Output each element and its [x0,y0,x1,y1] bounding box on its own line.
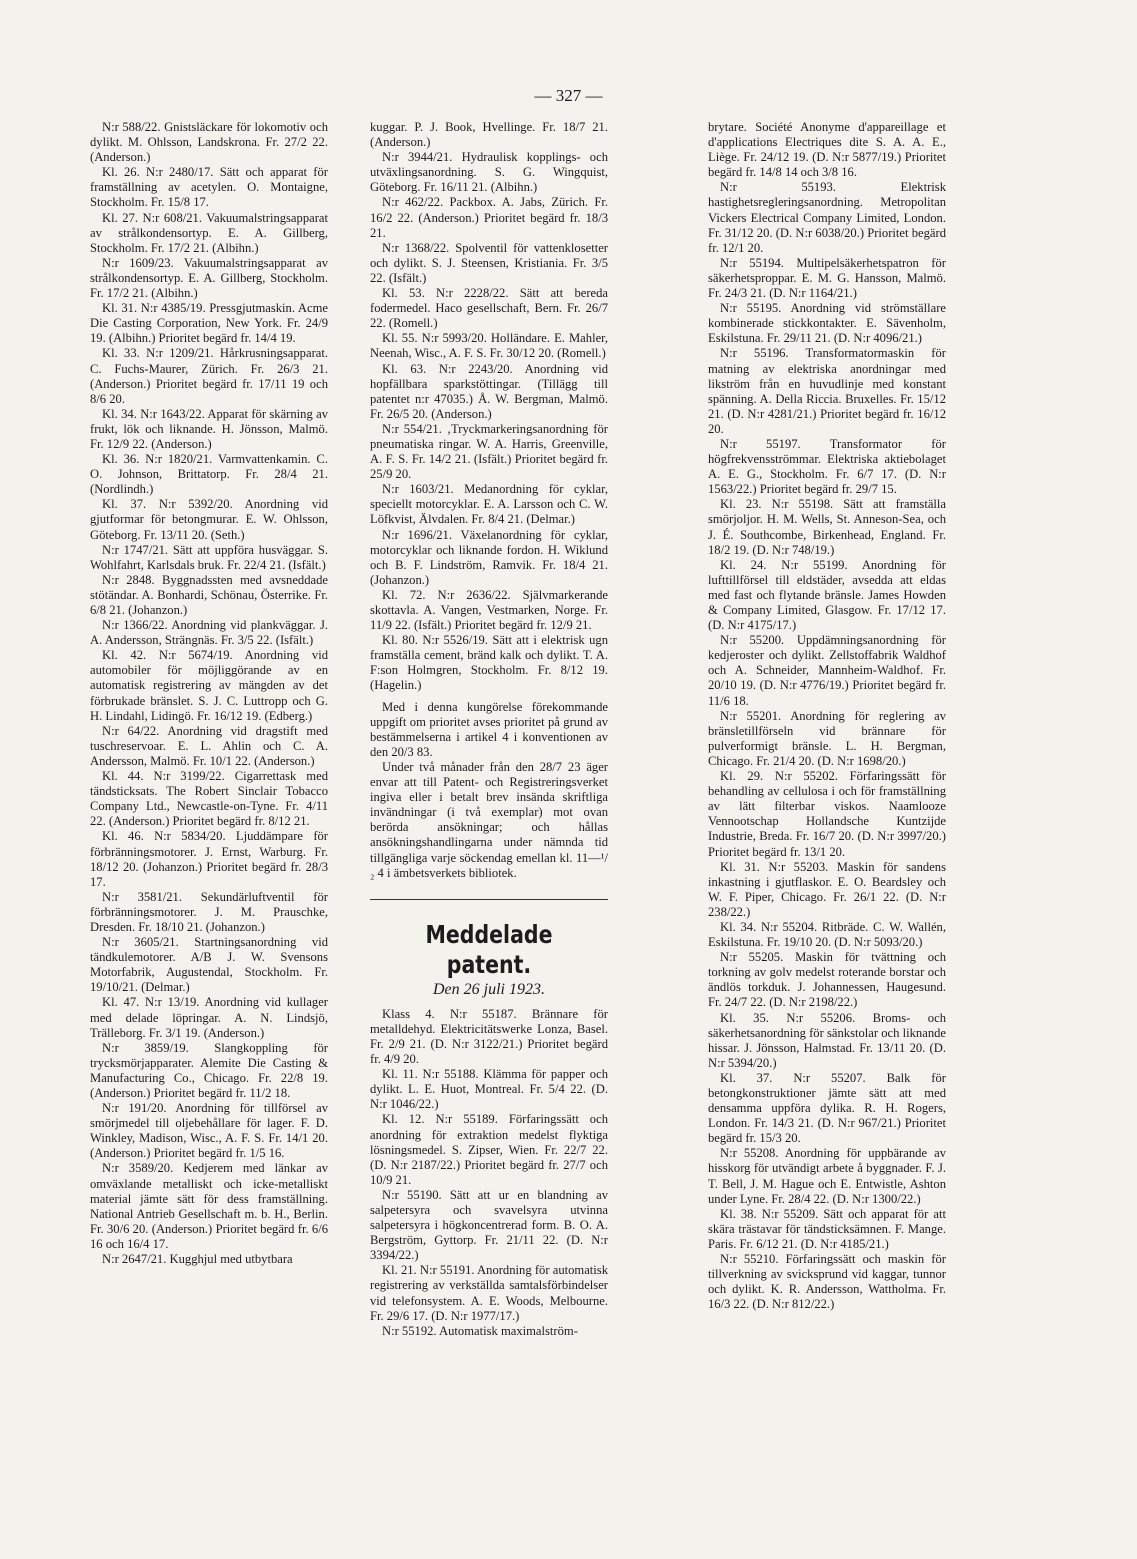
patent-entry: Kl. 55. N:r 5993/20. Holländare. E. Mahler, Neenah, Wisc., A. F. S. Fr. 30/12 20. (Romell.) [370,331,608,361]
page-number: — 327 — [534,86,603,105]
patent-entry: N:r 55210. Förfaringssätt och maskin för tillverkning av svicksprund vid kaggar, tunnor och dylikt. K. R. Andersson, Wattholma. Fr. 16/3 22. (D. N:r 812/22.) [708,1252,946,1312]
patent-entry: Kl. 34. N:r 55204. Ritbräde. C. W. Wallén, Eskilstuna. Fr. 19/10 20. (D. N:r 5093/20.) [708,919,946,950]
patent-entry: Kl. 37. N:r 5392/20. Anordning vid gjutformar för betongmurar. E. W. Ohlsson, Göteborg. Fr. 13/11 20. (Seth.) [90,497,328,542]
patent-entry: N:r 1368/22. Spolventil för vattenklosetter och dylikt. S. J. Steensen, Kristiania. Fr. 3/5 22. (Isfält.) [370,240,608,285]
patent-entry: N:r 2848. Byggnadssten med avsneddade stötändar. A. Bonhardi, Schönau, Österrike. Fr. 6/8 21. (Johanzon.) [90,572,328,617]
patent-entry: N:r 55197. Transformator för högfrekvensströmmar. Elektriska aktiebolaget A. E. G., Stockholm. Fr. 6/7 17. (D. N:r 1563/22.) Prioritet begärd fr. 29/7 15. [708,436,946,497]
patent-entry: Kl. 80. N:r 5526/19. Sätt att i elektrisk ugn framställa cement, bränd kalk och dylikt. T. A. F:son Holmgren, Stockholm. Fr. 8/12 19. (Hagelin.) [370,633,608,693]
patent-entry: N:r 1366/22. Anordning vid plankväggar. J. A. Andersson, Strängnäs. Fr. 3/5 22. (Isfält.) [90,618,328,648]
section-title: Meddelade patent. [425,919,553,979]
patent-entry: Kl. 44. N:r 3199/22. Cigarrettask med tändsticksats. The Robert Sinclair Tobacco Company Ltd., Newcastle-on-Tyne. Fr. 4/11 22. (Anderson.) Prioritet begärd fr. 8/12 21. [90,769,328,829]
patent-entry: Kl. 47. N:r 13/19. Anordning vid kullager med delade löpringar. A. N. Lindsjö, Trälleborg. Fr. 3/1 19. (Anderson.) [90,995,328,1040]
priority-notice: Med i denna kungörelse förekommande uppgift om prioritet avses prioritet på grund av bestämmelserna i artikel 4 i konventionen av den 20/3 83. [370,699,608,759]
patent-entry: Kl. 24. N:r 55199. Anordning för lufttillförsel till eldstäder, avsedda att eldas med fast och flytande bränsle. James Howden & Company Limited, Glasgow. Fr. 17/12 17. (D. N:r 4175/17.) [708,557,946,633]
patent-entry: Kl. 42. N:r 5674/19. Anordning vid automobiler för möjliggörande av en automatisk registrering av mängden av det förbrukade bränslet. S. J. C. Luttropp och G. H. Lindahl, Lidingö. Fr. 16/12 19. (Edberg.) [90,648,328,723]
patent-entry: Kl. 34. N:r 1643/22. Apparat för skärning av frukt, lök och liknande. H. Jönsson, Malmö. Fr. 12/9 22. (Anderson.) [90,406,328,451]
patent-entry: brytare. Société Anonyme d'appareillage et d'applications Electriques dite S. A. A. E., Liège. Fr. 24/12 19. (D. N:r 5877/19.) Prioritet begärd fr. 14/8 14 och 3/8 16. [708,120,946,180]
patent-entry: Kl. 26. N:r 2480/17. Sätt och apparat för framställning av acetylen. O. Montaigne, Stockholm. Fr. 15/8 17. [90,165,328,210]
patent-entry: Kl. 63. N:r 2243/20. Anordning vid hopfällbara sparkstöttingar. (Tillägg till patentet n:r 47035.) Å. W. Bergman, Malmö. Fr. 26/5 20. (Anderson.) [370,361,608,421]
patent-entry: N:r 3605/21. Startningsanordning vid tändkulemotorer. A/B J. W. Svensons Motorfabrik, Augustendal, Stockholm. Fr. 19/10/21. (Delmar.) [90,935,328,995]
patent-entry: N:r 462/22. Packbox. A. Jabs, Zürich. Fr. 16/2 22. (Anderson.) Prioritet begärd fr. 18/3 21. [370,195,608,240]
patent-entry: N:r 55200. Uppdämningsanordning för kedjeroster och dylikt. Zellstoffabrik Waldhof och A. Schneider, Mannheim-Waldhof. Fr. 20/10 19. (D. N:r 4776/19.) Prioritet begärd fr. 11/6 18. [708,633,946,708]
patent-entry: Kl. 12. N:r 55189. Förfaringssätt och anordning för extraktion medelst flyktiga lösningsmedel. S. Zipser, Wien. Fr. 22/7 22. (D. N:r 2187/22.) Prioritet begärd fr. 27/7 och 10/9 21. [370,1112,608,1187]
patent-entry: N:r 3859/19. Slangkoppling för trycksmörjapparater. Alemite Die Casting & Manufacturing Co., Chicago. Fr. 22/8 19. (Anderson.) Prioritet begärd fr. 11/2 18. [90,1040,328,1100]
patent-entry: Kl. 31. N:r 4385/19. Pressgjutmaskin. Acme Die Casting Corporation, New York. Fr. 24/9 19. (Albihn.) Prioritet begärd fr. 14/4 19. [90,301,328,346]
patent-entry: N:r 55194. Multipelsäkerhetspatron för säkerhetsproppar. E. M. G. Hansson, Malmö. Fr. 24/3 21. (D. N:r 1164/21.) [708,255,946,301]
patent-entry: N:r 1747/21. Sätt att uppföra husväggar. S. Wohlfahrt, Karlsdals bruk. Fr. 22/4 21. (Isfält.) [90,542,328,572]
patent-entry: N:r 1603/21. Medanordning för cyklar, speciellt motorcyklar. E. A. Larsson och C. W. Löfkvist, Älvdalen. Fr. 8/4 21. (Delmar.) [370,482,608,527]
patent-entry: Kl. 27. N:r 608/21. Vakuumalstringsapparat av strålkondensortyp. E. A. Gillberg, Stockholm. Fr. 17/2 21. (Albihn.) [90,210,328,255]
patent-entry: N:r 55208. Anordning för uppbärande av hisskorg för utvändigt arbete å byggnader. F. J. T. Bell, J. M. Hague och E. Entwistle, Ashton under Lyne. Fr. 28/4 22. (D. N:r 1300/22.) [708,1146,946,1206]
patent-entry: Kl. 38. N:r 55209. Sätt och apparat för att skära trästavar för tändsticksämnen. F. Mange. Paris. Fr. 6/12 21. (D. N:r 4185/21.) [708,1206,946,1251]
patent-entry: Kl. 29. N:r 55202. Förfaringssätt för behandling av cellulosa i och för framställning av lätt filterbar viskos. Naamlooze Vennootschap Hollandsche Kuntzijde Industrie, Breda. Fr. 16/7 20. (D. N:r 3997/20.) Prioritet begärd fr. 13/1 20. [708,769,946,859]
patent-entry: N:r 3589/20. Kedjerem med länkar av omväxlande metalliskt och icke-metalliskt material jämte sätt för dess framställning. National Antrieb Gesellschaft m. b. H., Berlin. Fr. 30/6 20. (Anderson.) Prioritet begärd fr. 6/6 16 och 16/4 17. [90,1161,328,1251]
column-2-patents [370,1007,608,1339]
column-2-applications [370,120,608,694]
patent-entry: N:r 588/22. Gnistsläckare för lokomotiv och dylikt. M. Ohlsson, Landskrona. Fr. 27/2 22. (Anderson.) [90,120,328,165]
patent-entry: Kl. 37. N:r 55207. Balk för betongkonstruktioner jämte sätt att med densamma uppföra dylika. R. H. Rogers, London. Fr. 14/3 21. (D. N:r 967/21.) Prioritet begärd fr. 15/3 20. [708,1070,946,1146]
section-date: Den 26 juli 1923. [433,980,545,998]
section-divider [370,899,608,900]
patent-entry: N:r 3581/21. Sekundärluftventil för förbränningsmotorer. J. M. Prauschke, Dresden. Fr. 18/10 21. (Johanzon.) [90,889,328,934]
patent-entry: N:r 1609/23. Vakuumalstringsapparat av strålkondensortyp. E. A. Gillberg, Stockholm. Fr. 17/2 21. (Albihn.) [90,255,328,301]
patent-entry: N:r 55201. Anordning för reglering av bränsletillförseln vid brännare för pulverformigt bränsle. L. H. Bergman, Chicago. Fr. 21/4 20. (D. N:r 1698/20.) [708,708,946,768]
patent-entry: kuggar. P. J. Book, Hvellinge. Fr. 18/7 21. (Anderson.) [370,120,608,150]
column-1 [90,120,328,1267]
objection-notice: Under två månader från den 28/7 23 äger envar att till Patent- och Registreringsverket ingiva eller i betalt brev insända skriftliga invändningar (i två exemplar) mot ovan berörda ansökningar; och hållas ansökningshandlingarna under nämnda tid tillgängliga varje söckendag emellan kl. 11—¹/₂ 4 i ämbetsverkets bibliotek. [370,759,608,880]
patent-entry: N:r 55193. Elektrisk hastighetsregleringsanordning. Metropolitan Vickers Electrical Company Limited, London. Fr. 31/12 20. (D. N:r 6038/20.) Prioritet begärd fr. 12/1 20. [708,180,946,255]
patent-entry: N:r 55196. Transformatormaskin för matning av elektriska anordningar med likström från en huvudlinje med konstant spänning. A. Della Riccia. Bruxelles. Fr. 15/12 21. (D. N:r 4281/21.) Prioritet begärd fr. 16/12 20. [708,346,946,436]
column-2 [370,120,608,1339]
patent-entry: N:r 191/20. Anordning för tillförsel av smörjmedel till oljebehållare för lager. F. D. Winkley, Madison, Wisc., A. F. S. Fr. 14/1 20. (Anderson.) Prioritet begärd fr. 1/5 16. [90,1101,328,1161]
patent-entry: N:r 55195. Anordning vid strömställare kombinerade stickkontakter. E. Sävenholm, Eskilstuna. Fr. 29/11 21. (D. N:r 4096/21.) [708,301,946,346]
patent-entry: Kl. 11. N:r 55188. Klämma för papper och dylikt. L. E. Huot, Montreal. Fr. 5/4 22. (D. N:r 1046/22.) [370,1067,608,1112]
patent-entry: N:r 55192. Automatisk maximalström- [382,1323,578,1338]
patent-entry: Kl. 33. N:r 1209/21. Hårkrusningsapparat. C. Fuchs-Maurer, Zürich. Fr. 26/3 21. (Anderson.) Prioritet begärd fr. 17/11 19 och 8/6 20. [90,346,328,406]
patent-entry: Kl. 53. N:r 2228/22. Sätt att bereda fodermedel. Haco gesellschaft, Bern. Fr. 26/7 22. (Romell.) [370,286,608,331]
patent-entry: N:r 55190. Sätt att ur en blandning av salpetersyra och svavelsyra utvinna salpetersyra i högkoncentrerad form. B. O. A. Bergström, Gyttorp. Fr. 21/11 22. (D. N:r 3394/22.) [370,1187,608,1263]
patent-entry: Kl. 46. N:r 5834/20. Ljuddämpare för förbränningsmotorer. J. Ernst, Warburg. Fr. 18/12 20. (Johanzon.) Prioritet begärd fr. 28/3 17. [90,829,328,889]
patent-entry: Kl. 23. N:r 55198. Sätt att framställa smörjoljor. H. M. Wells, St. Anneson-Sea, och J. É. Southcombe, Birkenhead, England. Fr. 18/2 19. (D. N:r 748/19.) [708,497,946,557]
patent-entry: Kl. 21. N:r 55191. Anordning för automatisk registrering av verkställda samtalsförbindelser vid telefonsystem. A. E. Woods, Melbourne. Fr. 29/6 17. (D. N:r 1977/17.) [370,1263,608,1323]
patent-entry: Kl. 36. N:r 1820/21. Varmvattenkamin. C. O. Johnson, Brittatorp. Fr. 28/4 21. (Nordlindh.) [90,452,328,497]
patent-entry: N:r 2647/21. Kugghjul med utbytbara [102,1252,293,1267]
patent-entry: N:r 554/21. ‚Tryckmarkeringsanordning för pneumatiska ringar. W. A. Harris, Greenville, A. F. S. Fr. 14/2 21. (Isfält.) Prioritet begärd fr. 25/9 20. [370,421,608,482]
patent-entry: N:r 1696/21. Växelanordning för cyklar, motorcyklar och liknande fordon. H. Wiklund och B. F. Lindström, Ramvik. Fr. 18/4 21. (Johanzon.) [370,527,608,587]
column-3 [708,120,946,1312]
patent-entry: N:r 55205. Maskin för tvättning och torkning av golv medelst roterande borstar och ändlös torkduk. J. Johannessen, Haugesund. Fr. 24/7 22. (D. N:r 2198/22.) [708,950,946,1010]
patent-entry: N:r 3944/21. Hydraulisk kopplings- och utväxlingsanordning. S. G. Wingquist, Göteborg. Fr. 16/11 21. (Albihn.) [370,150,608,195]
patent-entry: Kl. 35. N:r 55206. Broms- och säkerhetsanordning för sänkstolar och liknande hissar. J. Jönsson, Halmstad. Fr. 13/11 20. (D. N:r 5394/20.) [708,1010,946,1070]
patent-entry: N:r 64/22. Anordning vid dragstift med tuschreservoar. E. L. Ahlin och C. A. Andersson, Malmö. Fr. 10/1 22. (Anderson.) [90,723,328,768]
patent-entry: Kl. 72. N:r 2636/22. Självmarkerande skottavla. A. Vangen, Vestmarken, Norge. Fr. 11/9 22. (Isfält.) Prioritet begärd fr. 12/9 21. [370,587,608,633]
patent-entry: Klass 4. N:r 55187. Brännare för metalldehyd. Elektricitätswerke Lonza, Basel. Fr. 2/9 21. (D. N:r 3122/21.) Prioritet begärd fr. 4/9 20. [370,1006,608,1067]
patent-entry: Kl. 31. N:r 55203. Maskin för sandens inkastning i gjutflaskor. E. O. Beardsley och W. F. Piper, Chicago. Fr. 26/1 22. (D. N:r 238/22.) [708,859,946,919]
